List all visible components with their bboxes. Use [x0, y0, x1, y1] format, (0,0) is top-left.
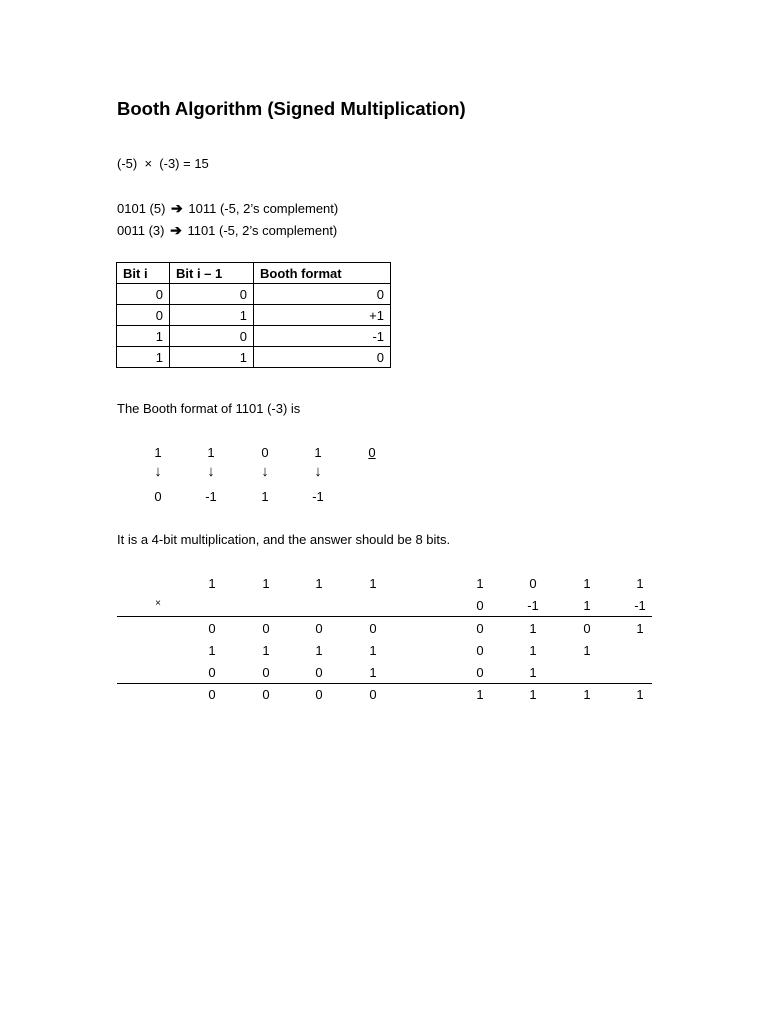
result-row-digit: 0	[315, 687, 323, 702]
multiplicand-row-digit: 1	[369, 576, 377, 591]
table-cell: 0	[254, 347, 391, 368]
page-title: Booth Algorithm (Signed Multiplication)	[117, 98, 466, 119]
result-row-digit: 1	[476, 687, 484, 702]
multiplicand-row-digit: 1	[315, 576, 323, 591]
partial-product-row-digit: 0	[476, 665, 484, 680]
result-row-digit: 0	[208, 687, 216, 702]
partial-product-row-digit: 1	[583, 643, 591, 658]
result-row-digit: 1	[636, 687, 644, 702]
multiplicand-row-digit: 1	[208, 576, 216, 591]
multiplicand-row-digit: 0	[529, 576, 537, 591]
multiplicand-row-digit: 1	[636, 576, 644, 591]
down-arrow-icon: ↓	[314, 463, 322, 480]
table-row	[117, 326, 391, 347]
column-header: Bit i – 1	[170, 263, 254, 284]
column-header: Bit i	[117, 263, 170, 284]
partial-product-row-digit: 1	[208, 643, 216, 658]
booth-multiplier-row-digit: 1	[583, 598, 591, 613]
partial-product-row-digit: 1	[262, 643, 270, 658]
partial-product-row-digit: 0	[476, 643, 484, 658]
equation-lhs: (-5)	[117, 156, 138, 171]
down-arrow-icon: ↓	[261, 463, 269, 480]
conversion-from: 0011 (3)	[117, 223, 165, 238]
booth-multiplier-row-digit: -1	[527, 598, 539, 613]
times-icon: ×	[155, 598, 161, 609]
multiplicand-row-digit: 1	[476, 576, 484, 591]
partial-product-row-digit: 0	[315, 621, 323, 636]
table-row	[117, 305, 391, 326]
result-row-digit: 1	[529, 687, 537, 702]
multiplicand-row-digit: 1	[262, 576, 270, 591]
down-arrow-icon: ↓	[207, 463, 215, 480]
table-cell: 1	[117, 347, 170, 368]
booth-encoding-table	[116, 262, 391, 368]
result-row-digit: 0	[262, 687, 270, 702]
partial-product-row-digit: 1	[529, 665, 537, 680]
table-row	[117, 284, 391, 305]
partial-product-row-digit: 0	[208, 665, 216, 680]
source-bit: 0	[261, 445, 269, 460]
table-cell: 0	[170, 284, 254, 305]
partial-product-row-digit: 0	[476, 621, 484, 636]
partial-product-row-digit: 1	[369, 643, 377, 658]
table-cell: 0	[117, 305, 170, 326]
partial-product-row-digit: 0	[262, 621, 270, 636]
table-cell: +1	[254, 305, 391, 326]
booth-multiplier-row-digit: 0	[476, 598, 484, 613]
result-row-digit: 0	[369, 687, 377, 702]
partial-product-row-digit: 0	[583, 621, 591, 636]
table-cell: 0	[254, 284, 391, 305]
partial-product-row-digit: 1	[315, 643, 323, 658]
down-arrow-icon: ↓	[154, 463, 162, 480]
partial-product-row-digit: 0	[369, 621, 377, 636]
source-bit: 1	[154, 445, 162, 460]
conversion-line-2	[117, 222, 337, 239]
source-bit: 1	[207, 445, 215, 460]
equation-rhs: (-3) = 15	[159, 156, 209, 171]
multiplicand-row-digit: 1	[583, 576, 591, 591]
note-text: It is a 4-bit multiplication, and the answer should be 8 bits.	[117, 532, 451, 547]
partial-product-row-digit: 0	[262, 665, 270, 680]
partial-product-row-digit: 0	[208, 621, 216, 636]
table-header-row	[117, 263, 391, 284]
right-arrow-icon: ➔	[170, 222, 182, 238]
booth-digit: -1	[312, 489, 324, 504]
right-arrow-icon: ➔	[171, 200, 183, 216]
partial-product-row-digit: 1	[636, 621, 644, 636]
partial-product-row-digit: 1	[529, 643, 537, 658]
table-row	[117, 347, 391, 368]
times-icon: ×	[144, 156, 153, 171]
table-cell: 1	[170, 347, 254, 368]
table-cell: 1	[117, 326, 170, 347]
appended-zero-bit: 0	[368, 445, 376, 460]
result-row-digit: 1	[583, 687, 591, 702]
partial-product-row-digit: 1	[369, 665, 377, 680]
table-cell: 1	[170, 305, 254, 326]
column-header: Booth format	[254, 263, 391, 284]
source-bit: 1	[314, 445, 322, 460]
booth-digit: 1	[261, 489, 269, 504]
table-cell: 0	[170, 326, 254, 347]
booth-digit: -1	[205, 489, 217, 504]
conversion-to: 1011 (-5, 2’s complement)	[188, 201, 339, 216]
conversion-from: 0101 (5)	[117, 201, 166, 216]
conversion-line-1	[117, 200, 338, 217]
partial-product-row-digit: 0	[315, 665, 323, 680]
divider-line	[117, 616, 652, 617]
booth-format-sentence: The Booth format of 1101 (-3) is	[117, 401, 301, 416]
booth-multiplier-row-digit: -1	[634, 598, 646, 613]
table-cell: 0	[117, 284, 170, 305]
booth-digit: 0	[154, 489, 162, 504]
divider-line	[117, 683, 652, 684]
table-cell: -1	[254, 326, 391, 347]
partial-product-row-digit: 1	[529, 621, 537, 636]
conversion-to: 1101 (-5, 2’s complement)	[187, 223, 338, 238]
equation	[117, 156, 209, 171]
